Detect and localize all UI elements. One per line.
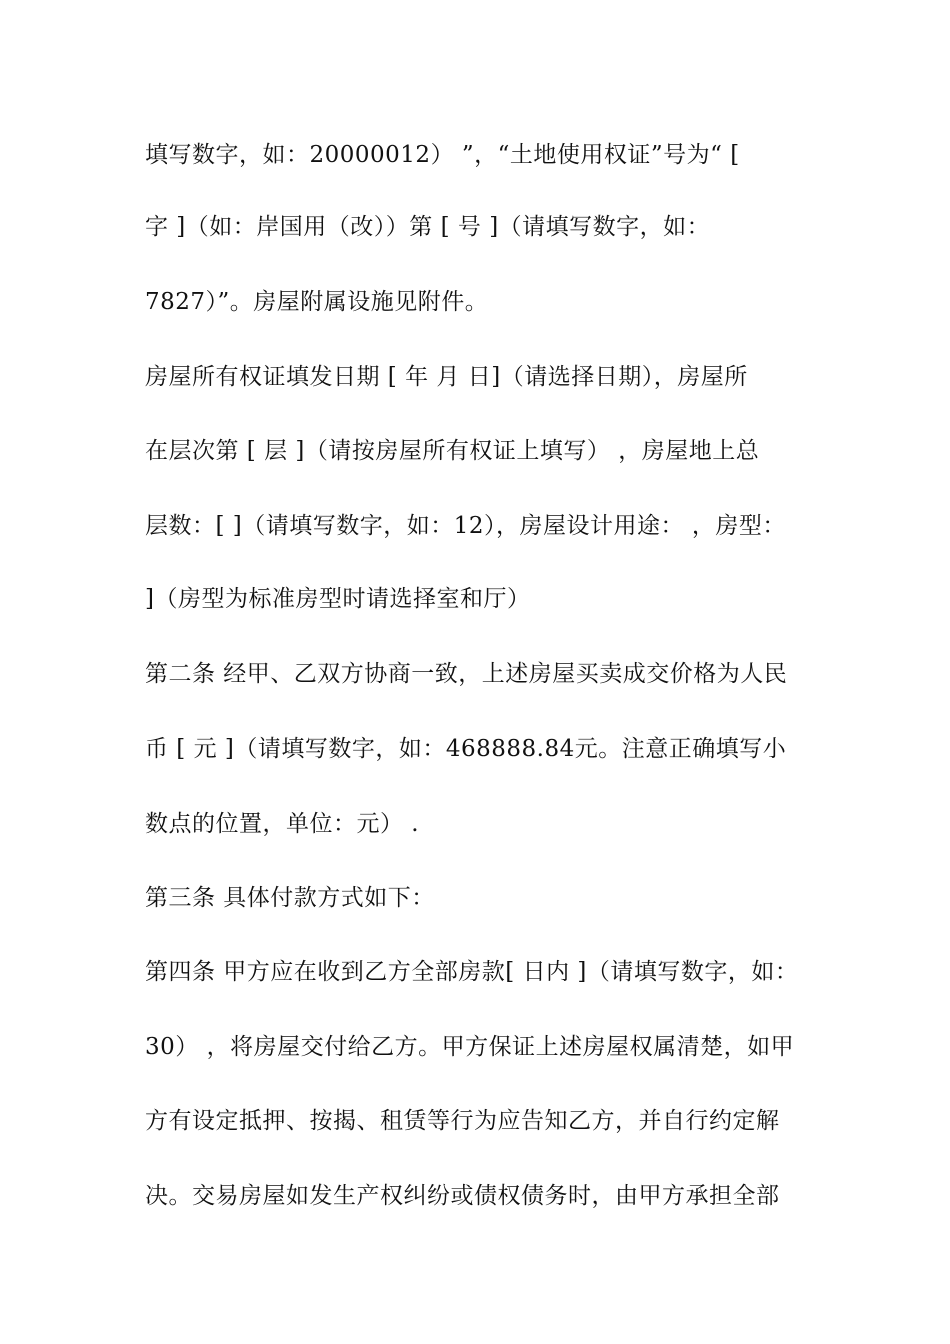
text-line-13: 30） ，将房屋交付给乙方。甲方保证上述房屋权属清楚，如甲 bbox=[145, 1034, 795, 1060]
text-line-12: 第四条 甲方应在收到乙方全部房款[ 日内 ]（请填写数字，如： bbox=[145, 959, 799, 985]
text-line-6: 层数：[ ]（请填写数字，如：12），房屋设计用途： ，房型： bbox=[145, 513, 786, 539]
text-line-8: 第二条 经甲、乙双方协商一致，上述房屋买卖成交价格为人民 bbox=[145, 661, 788, 687]
text-line-3: 7827）”。房屋附属设施见附件。 bbox=[145, 289, 489, 315]
text-line-5: 在层次第 [ 层 ]（请按房屋所有权证上填写） ，房屋地上总 bbox=[145, 438, 760, 464]
text-line-7: ]（房型为标准房型时请选择室和厅） bbox=[145, 586, 531, 612]
text-line-11: 第三条 具体付款方式如下： bbox=[145, 885, 435, 911]
text-line-15: 决。交易房屋如发生产权纠纷或债权债务时，由甲方承担全部 bbox=[145, 1183, 780, 1209]
text-line-4: 房屋所有权证填发日期 [ 年 月 日]（请选择日期），房屋所 bbox=[145, 364, 748, 390]
text-line-9: 币 [ 元 ]（请填写数字，如：468888.84元。注意正确填写小 bbox=[145, 736, 787, 762]
text-line-10: 数点的位置，单位：元） . bbox=[145, 811, 420, 837]
text-line-1: 填写数字，如：20000012） ”，“土地使用权证”号为“ [ bbox=[145, 142, 740, 168]
text-line-2: 字 ]（如：岸国用（改））第 [ 号 ]（请填写数字，如： bbox=[145, 214, 711, 240]
text-line-14: 方有设定抵押、按揭、租赁等行为应告知乙方，并自行约定解 bbox=[145, 1108, 780, 1134]
